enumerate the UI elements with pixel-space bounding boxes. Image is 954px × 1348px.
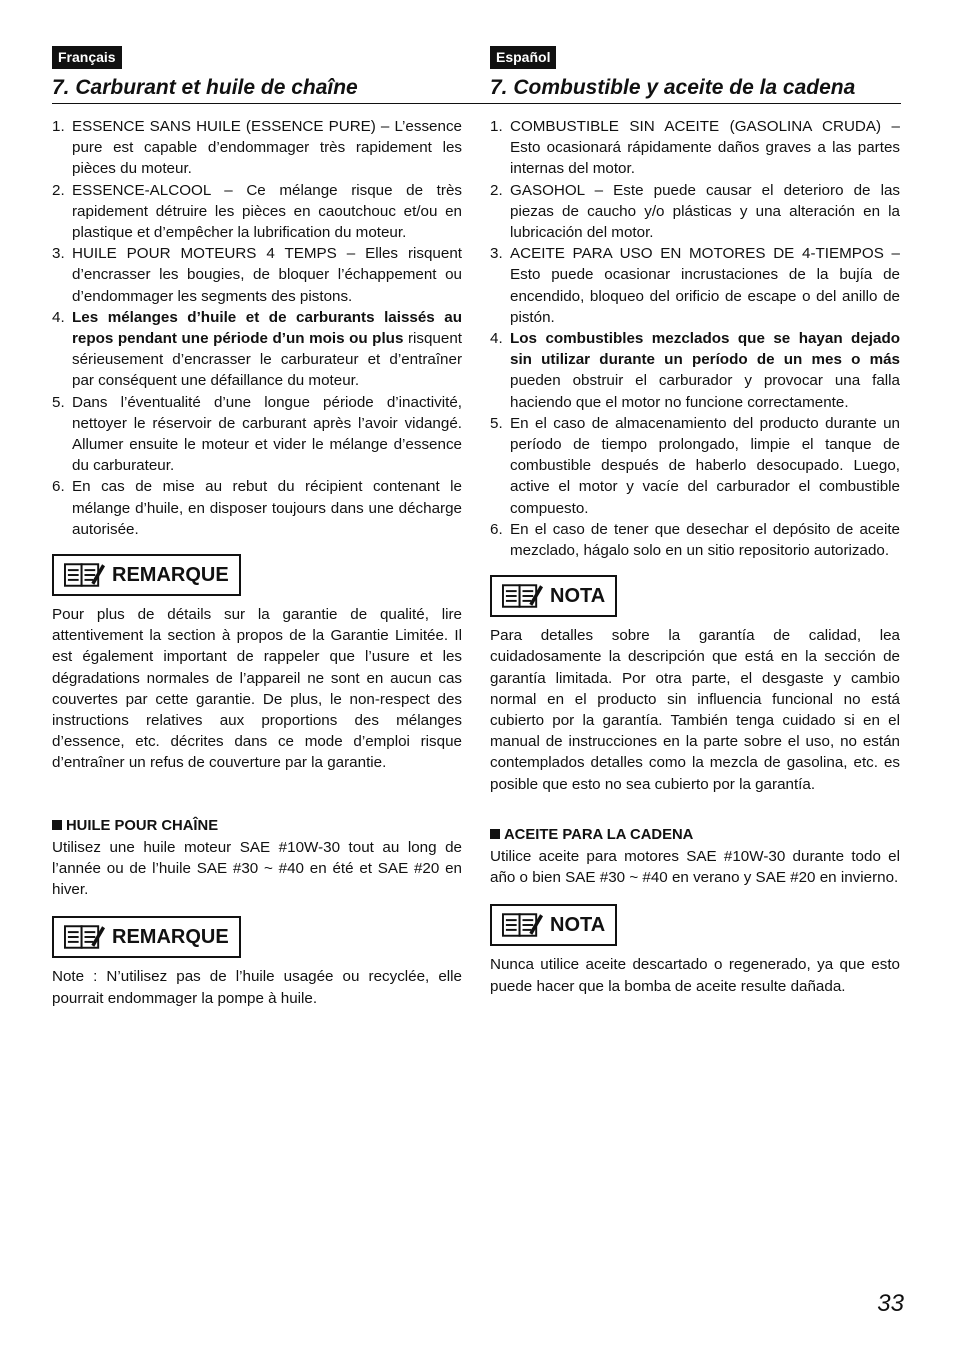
note-book-icon <box>64 923 106 951</box>
chain-oil-text: Utilice aceite para motores SAE #10W-30 durante todo el año o bien SAE #30 ~ #40 en verano y SAE #20 en invierno. <box>490 847 900 887</box>
list-item-text: En cas de mise au rebut du récipient contenant le mélange d’huile, en disposer toujours dans une décharge autorisée. <box>72 478 462 538</box>
list-item-text: ACEITE PARA USO EN MOTORES DE 4-TIEMPOS – Esto puede ocasionar incrustaciones de la bujía de encendido, bloqueo del orificio de escape o del anillo de pistón. <box>510 245 900 326</box>
language-tag: Español <box>490 46 556 69</box>
page-number: 33 <box>877 1290 904 1317</box>
list-item <box>490 180 900 244</box>
list-item <box>52 392 462 477</box>
note-text: Pour plus de détails sur la garantie de qualité, lire attentivement la section à propos de la Garantie Limitée. Il est également important de rappeler que l’usure et les dégradations normales de l’appareil ne sont en aucun cas couvertes par cette garantie. De plus, le non-respect des instructions relatives aux proportions des mélanges d’essence, etc. décrites dans ce mode d’emploi risque d’entraîner un refus de couverture par la garantie. <box>52 606 462 772</box>
note-text: Note : N’utilisez pas de l’huile usagée ou recyclée, elle pourrait endommager la pompe à huile. <box>52 968 462 1007</box>
list-item <box>52 243 462 307</box>
note-label: NOTA <box>550 584 606 607</box>
list-item-text: risquent sérieusement d’encrasser le carburateur et d’entraîner par conséquent une défaillance du moteur. <box>72 330 462 390</box>
note-text: Para detalles sobre la garantía de calidad, lea cuidadosamente la descripción que está en la sección de garantía limitada. Por otra parte, el desgaste y cambio normal en el producto sin influencia funcional no está cubierto por la garantía. También tenga cuidado si en el manual de instrucciones en la parte sobre el uso, no están contemplados detalles como la mezcla de gasolina, etc. es posible que esto no sea cubierto por la garantía. <box>490 627 900 793</box>
note-box <box>490 575 617 617</box>
list-item-number: 1. <box>52 118 65 135</box>
note-book-icon <box>64 561 106 589</box>
language-tag: Français <box>52 46 122 69</box>
list-item-number: 1. <box>490 118 503 135</box>
list-item <box>52 307 462 392</box>
list-item <box>490 519 900 561</box>
list-item <box>490 328 900 413</box>
list-item <box>490 243 900 328</box>
square-bullet-icon <box>490 829 500 839</box>
list-item-text: GASOHOL – Este puede causar el deterioro de las piezas de caucho y/o plásticas y una alteración en la lubricación del motor. <box>510 181 900 242</box>
list-item-number: 4. <box>52 308 65 326</box>
column-french <box>52 46 462 1009</box>
list-item-number: 5. <box>52 393 65 411</box>
column-spanish <box>490 46 900 997</box>
note-book-icon <box>502 582 544 610</box>
list-item <box>52 180 462 244</box>
list-item-number: 2. <box>490 181 503 199</box>
list-item-text: pueden obstruir el carburador y provocar una falla haciendo que el motor no funcione correctamente. <box>510 372 900 411</box>
list-item-text: Dans l’éventualité d’une longue période d’inactivité, nettoyer le réservoir de carburant après l’avoir vidangé. Allumer ensuite le moteur et vider le mélange d’essence du carburateur. <box>72 393 462 475</box>
list-item-number: 6. <box>52 478 65 496</box>
list-item <box>52 476 462 540</box>
list-item-emphasis: Les mélanges d’huile et de carburants laissés au repos pendant une période d’un mois ou plus <box>72 308 462 348</box>
list-item <box>490 116 900 180</box>
list-item-text: En el caso de tener que desechar el depósito de aceite mezclado, hágalo solo en un sitio repositorio autorizado. <box>510 520 900 560</box>
list-item-text: ESSENCE-ALCOOL – Ce mélange risque de très rapidement détruire les pièces en caoutchouc et/ou en plastique et d’empêcher la lubrification du moteur. <box>72 181 462 242</box>
chain-oil-text: Utilisez une huile moteur SAE #10W-30 tout au long de l’année ou de l’huile SAE #30 ~ #40 en été et SAE #20 en hiver. <box>52 838 462 899</box>
list-item-number: 4. <box>490 330 503 348</box>
note-box <box>490 904 617 946</box>
chain-oil-heading: HUILE POUR CHAÎNE <box>52 816 462 837</box>
list-item-text: En el caso de almacenamiento del producto durante un período de tiempo prolongado, limpie el tanque de combustible después de haberlo desocupado. Luego, active el motor y vacíe del carburador el combustible compuesto. <box>510 414 900 517</box>
note-box <box>52 916 241 958</box>
list-item-emphasis: Los combustibles mezclados que se hayan dejado sin utilizar durante un período de un mes o más <box>510 330 900 369</box>
note-text: Nunca utilice aceite descartado o regenerado, ya que esto puede hacer que la bomba de aceite resulte dañada. <box>490 956 900 995</box>
list-item-number: 5. <box>490 414 503 432</box>
section-title: 7. Combustible y aceite de la cadena <box>490 76 856 99</box>
list-item-number: 3. <box>490 245 503 263</box>
note-box <box>52 554 241 596</box>
note-label: NOTA <box>550 913 606 936</box>
list-item-number: 2. <box>52 181 65 199</box>
chain-oil-heading: ACEITE PARA LA CADENA <box>490 825 900 846</box>
instruction-list <box>52 116 462 540</box>
square-bullet-icon <box>52 820 62 830</box>
list-item-number: 6. <box>490 520 503 538</box>
instruction-list <box>490 116 900 561</box>
note-label: REMARQUE <box>112 925 229 948</box>
note-label: REMARQUE <box>112 563 229 586</box>
list-item-number: 3. <box>52 245 65 263</box>
section-title: 7. Carburant et huile de chaîne <box>52 76 358 99</box>
list-item-text: COMBUSTIBLE SIN ACEITE (GASOLINA CRUDA) – Esto ocasionará rápidamente daños graves a las partes internas del motor. <box>510 118 900 178</box>
list-item-text: HUILE POUR MOTEURS 4 TEMPS – Elles risquent d’encrasser les bougies, de bloquer l’échappement ou d’endommager les segments des pistons. <box>72 245 462 305</box>
list-item <box>490 413 900 519</box>
note-book-icon <box>502 911 544 939</box>
list-item-text: ESSENCE SANS HUILE (ESSENCE PURE) – L’essence pure est capable d’endommager très rapidement les pièces du moteur. <box>72 118 462 178</box>
list-item <box>52 116 462 180</box>
